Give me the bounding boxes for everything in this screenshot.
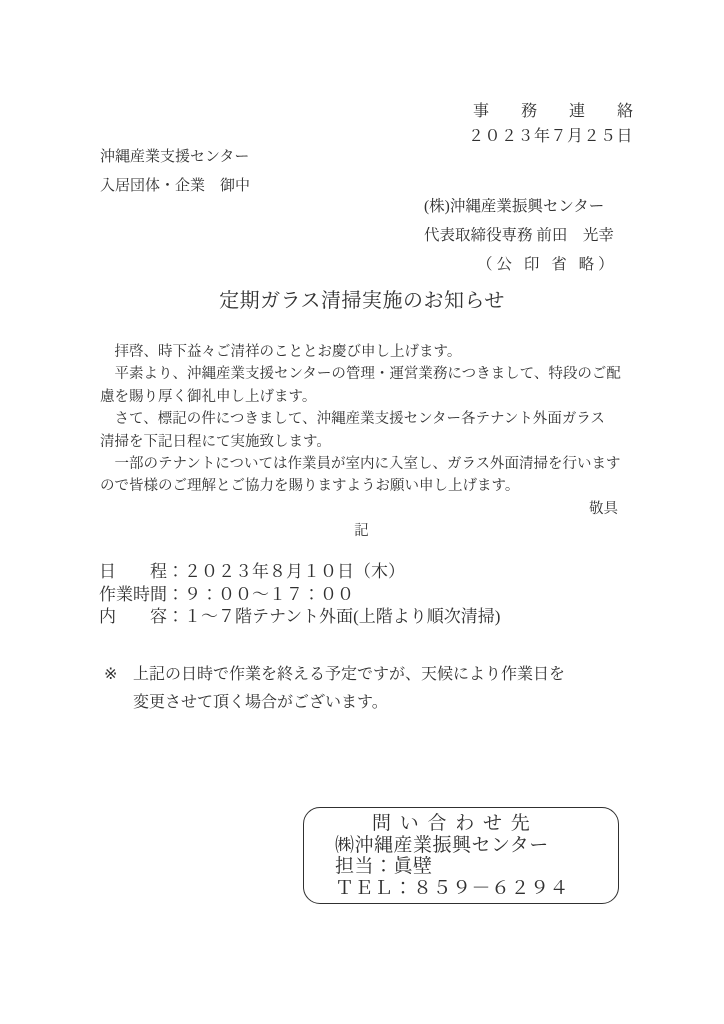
sender-block: [424, 192, 618, 279]
closing-word: 敬具: [589, 500, 618, 517]
contact-tel: ＴＥＬ：８５９－６２９４: [335, 877, 570, 899]
note-line: 上記の日時で作業を終える予定ですが、天候により作業日を: [133, 666, 566, 683]
recipient-name: 沖縄産業支援センター: [100, 149, 250, 165]
body-text: [100, 341, 623, 543]
recipient-block: [100, 143, 250, 201]
note-block: [104, 661, 565, 717]
body-line: 清掃を下記日程にて実施致します。: [100, 433, 331, 450]
detail-schedule: 日 程：２０２３年８月１０日（木）: [99, 562, 405, 581]
sender-company: (株)沖縄産業振興センター: [424, 198, 605, 215]
body-line: ので皆様のご理解とご協力を賜りますようお願い申し上げます。: [100, 478, 520, 495]
note-asterisk-mark: ※: [104, 666, 118, 683]
contact-title: 問 い 合 わ せ 先: [372, 813, 532, 834]
note-line: 変更させて頂く場合がございます。: [133, 694, 388, 711]
body-line: 慮を賜り厚く御礼申し上げます。: [100, 388, 317, 405]
note-text: [133, 661, 565, 717]
detail-work-hours: 作業時間：９：００～１７：００: [99, 584, 354, 604]
doc-header: [467, 101, 641, 150]
doc-type-label: 事 務 連 絡: [472, 103, 641, 120]
body-line: 一部のテナントについては作業員が室内に入室し、ガラス外面清掃を行います: [100, 456, 621, 473]
record-marker: 記: [354, 523, 369, 540]
detail-content: 内 容：１～７階テナント外面(上階より順次清掃): [99, 607, 501, 627]
body-line: さて、標記の件につきまして、沖縄産業支援センター各テナント外面ガラス: [100, 411, 605, 428]
details-block: [99, 561, 500, 629]
recipient-honorific: 入居団体・企業 御中: [100, 178, 251, 194]
sender-representative: 代表取締役専務 前田 光幸: [424, 227, 614, 244]
body-line: 平素より、沖縄産業支援センターの管理・運営業務につきまして、特段のご配: [100, 366, 621, 383]
contact-person: 担当：眞壁: [335, 856, 433, 877]
doc-date: ２０２３年７月２５日: [467, 128, 633, 145]
body-line: 拝啓、時下益々ご清祥のこととお慶び申し上げます。: [100, 344, 462, 360]
seal-omitted-note: （公 印 省 略）: [477, 256, 618, 273]
contact-company: ㈱沖縄産業振興センター: [335, 834, 549, 856]
contact-box: [303, 807, 619, 904]
document-title: 定期ガラス清掃実施のお知らせ: [219, 290, 505, 312]
